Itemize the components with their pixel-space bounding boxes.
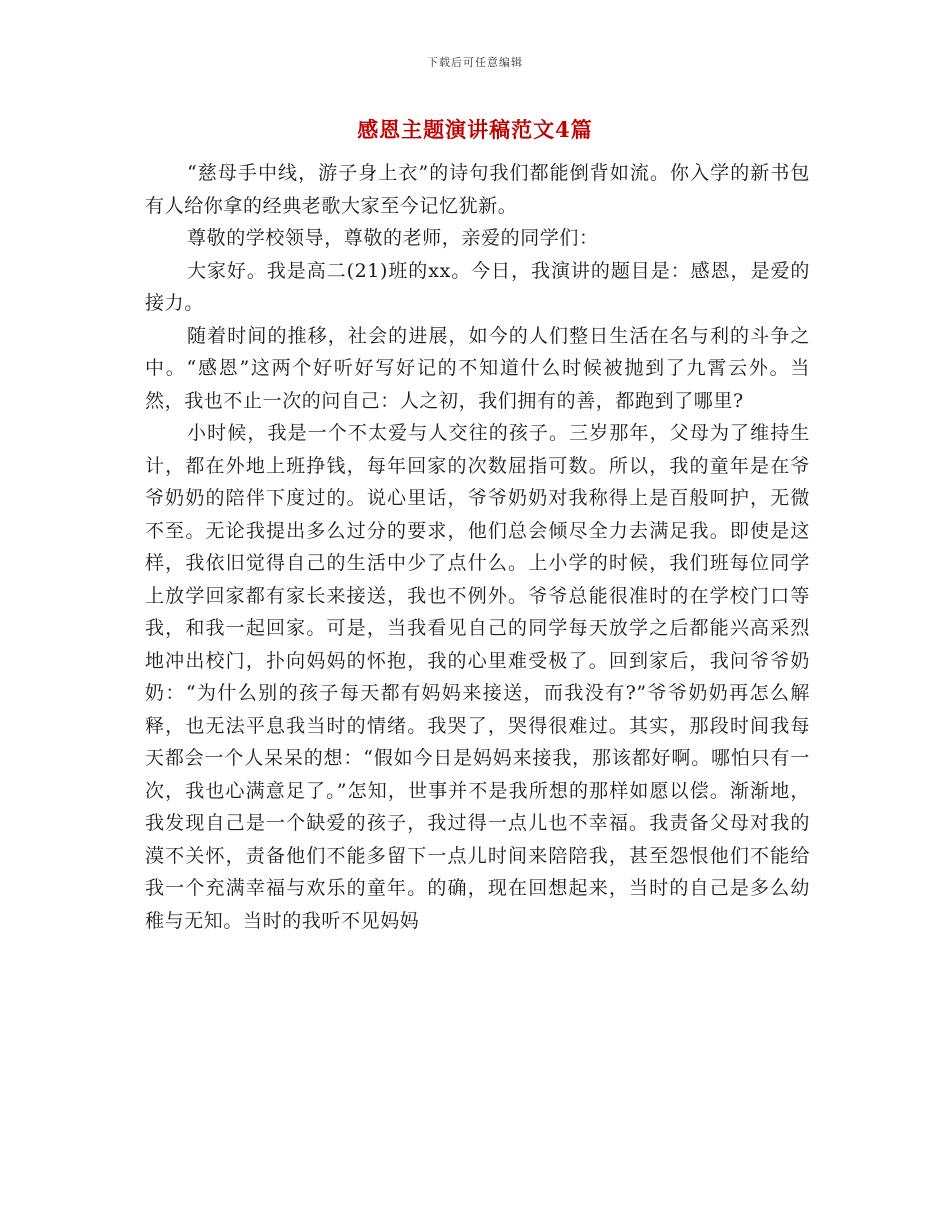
paragraph-salutation: 尊敬的学校领导，尊敬的老师，亲爱的同学们： bbox=[187, 227, 599, 249]
paragraph-greeting: 大家好。我是高二(21)班的xx。今日，我演讲的题目是：感恩，是爱的接力。 bbox=[145, 259, 810, 314]
document-title: 感恩主题演讲稿范文4篇 bbox=[357, 117, 593, 142]
paragraph-society: 随着时间的推移，社会的进展，如今的人们整日生活在名与利的斗争之中。“感恩”这两个好听好写好记的不知道什么时候被抛到了九霄云外。当然，我也不止一次的问自己：人之初，我们拥有的善，都跑到了哪里? bbox=[145, 324, 810, 412]
paragraph-childhood: 小时候，我是一个不太爱与人交往的孩子。三岁那年，父母为了维持生计，都在外地上班挣钱，每年回家的次数屈指可数。所以，我的童年是在爷爷奶奶的陪伴下度过的。说心里话，爷爷奶奶对我称得上是百般呵护，无微不至。无论我提出多么过分的要求，他们总会倾尽全力去满足我。即使是这样，我依旧觉得自己的生活中少了点什么。上小学的时候，我们班每位同学上放学回家都有家长来接送，我也不例外。爷爷总能很准时的在学校门口等我，和我一起回家。可是，当我看见自己的同学每天放学之后都能兴高采烈地冲出校门，扑向妈妈的怀抱，我的心里难受极了。回到家后，我问爷爷奶奶：“为什么别的孩子每天都有妈妈来接送，而我没有?”爷爷奶奶再怎么解释，也无法平息我当时的情绪。我哭了，哭得很难过。其实，那段时间我每天都会一个人呆呆的想：“假如今日是妈妈来接我，那该都好啊。哪怕只有一次，我也心满意足了。”怎知，世事并不是我所想的那样如愿以偿。渐渐地，我发现自己是一个缺爱的孩子，我过得一点儿也不幸福。我责备父母对我的漠不关怀，责备他们不能多留下一点儿时间来陪陪我，甚至怨恨他们不能给我一个充满幸福与欢乐的童年。的确，现在回想起来，当时的自己是多么幼稚与无知。当时的我听不见妈妈 bbox=[145, 422, 810, 932]
header-note: 下载后可任意编辑 bbox=[427, 56, 523, 69]
paragraph-intro: “慈母手中线，游子身上衣”的诗句我们都能倒背如流。你入学的新书包有人给你拿的经典老歌大家至今记忆犹新。 bbox=[145, 162, 810, 217]
document-body bbox=[145, 157, 810, 937]
